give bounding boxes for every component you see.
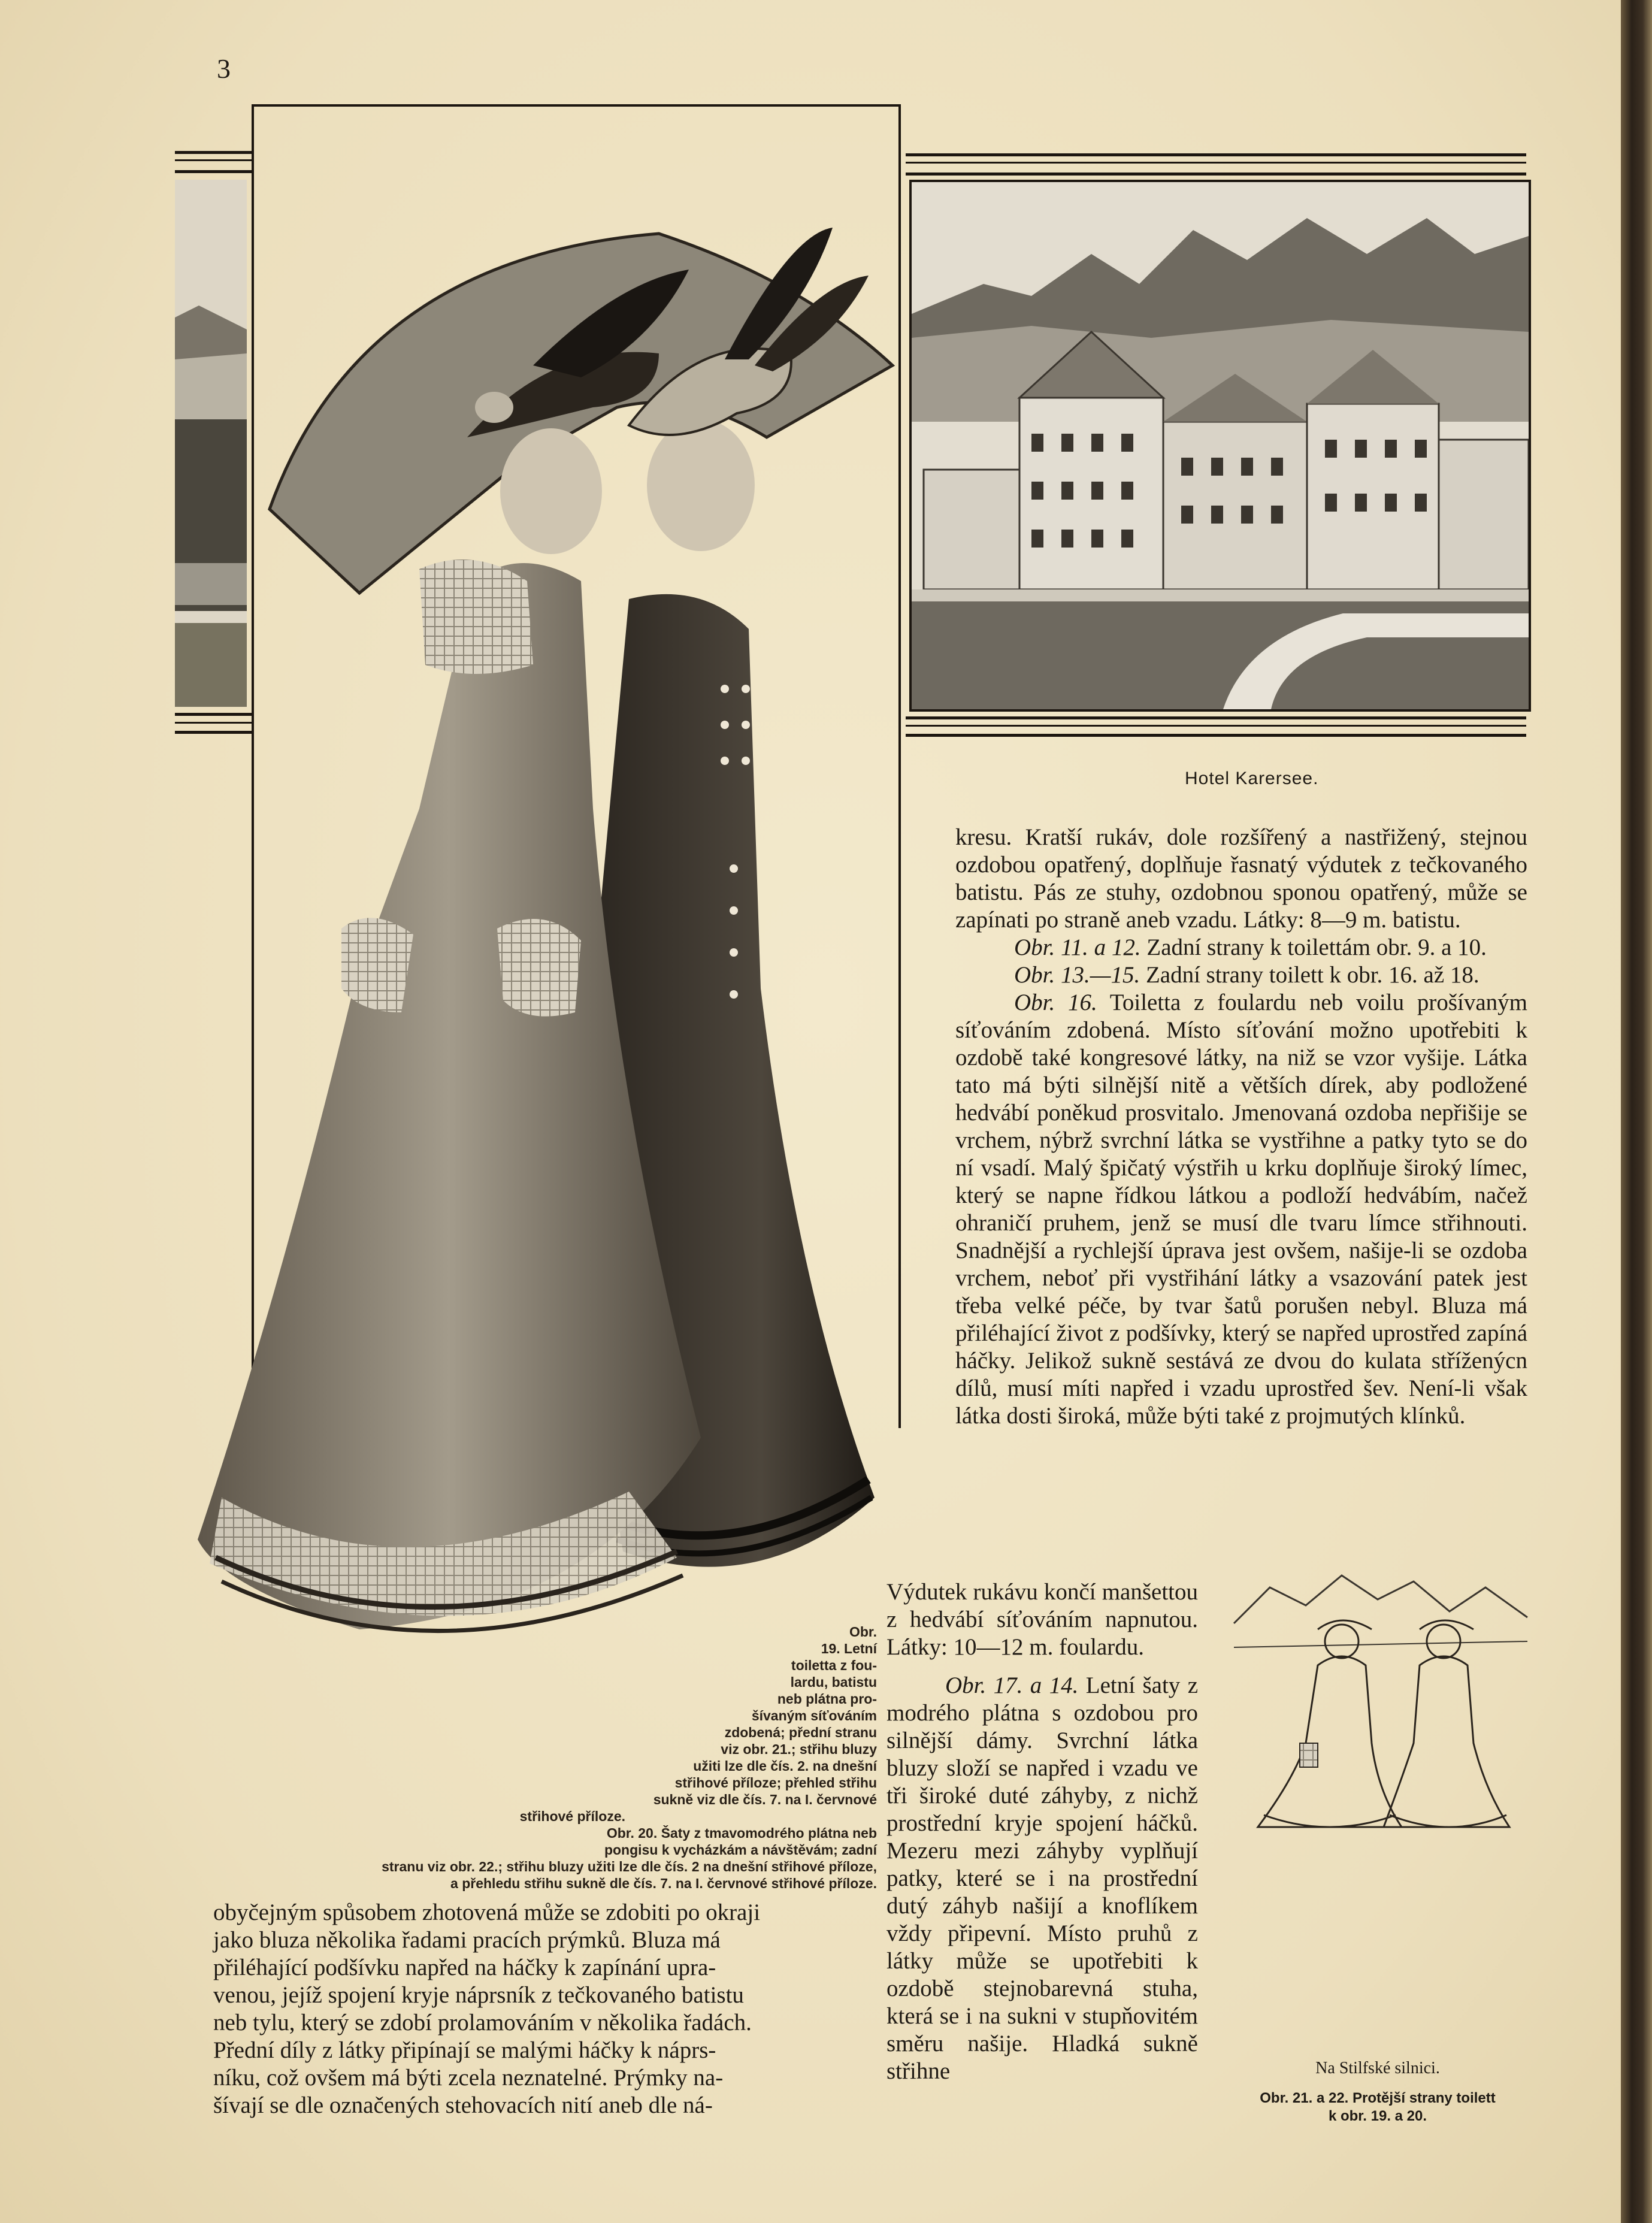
page-number: 3 — [217, 53, 231, 84]
narrow-column-text — [886, 1578, 1198, 2085]
top-rule-left-1 — [175, 151, 252, 154]
fashion-illustration — [162, 210, 940, 1827]
caption-line: pongisu k vycházkám a návštěvám; zadní — [604, 1842, 877, 1858]
right-column-text — [955, 824, 1527, 1430]
caption-line: Obr. — [849, 1624, 877, 1640]
top-rule-left-2 — [175, 159, 252, 161]
caption-line: k obr. 19. a 20. — [1328, 2108, 1427, 2124]
figure-caption-block — [204, 1623, 877, 1892]
bottom-rule-right-1 — [906, 716, 1526, 719]
caption-line: Obr. 20. Šaty z tmavomodrého plátna neb — [606, 1825, 877, 1841]
caption-line: 19. Letní — [821, 1641, 877, 1656]
text-line: níku, což ovšem má býti zcela neznatelné. Prýmky na- — [213, 2065, 724, 2091]
caption-line: a přehledu střihu sukně dle čís. 7. na I. červnové střihové příloze. — [450, 1876, 877, 1891]
sketch-figure-caption — [1216, 2089, 1539, 2125]
caption-line: zdobená; přední stranu — [724, 1725, 877, 1740]
paragraph — [955, 989, 1527, 1430]
top-rule-left-3 — [175, 170, 252, 173]
figure-reference: Obr. 13.—15. — [1014, 962, 1140, 988]
text-line: přiléhající podšívku napřed na háčky k zapínání upra- — [213, 1955, 716, 1980]
sketch-caption: Na Stilfské silnici. — [1315, 2059, 1440, 2077]
text-line: šívají se dle označených stehovacích nití aneb dle ná- — [213, 2092, 713, 2118]
paragraph-text: Toiletta z foulardu neb voilu prošívaným síťováním zdobená. Místo síťování možno upotřebiti k ozdobě také kongresové látky, na niž se vzor vyšije. Látka tato má býti silnější nitě a větších dírek, aby podložené hedvábí poněkud prosvitalo. Jmenovaná ozdoba nepřišije se vrchem, nýbrž svrchní látka se vystřihne a patky tyto se do ní vsadí. Malý špičatý výstřih u krku doplňuje široký límec, který se napne řídkou látkou a podloží hedvábím, načež ohraničí pruhem, jenž se musí dle tvaru límce střihnouti. Snadnější a rychlejší úprava jest ovšem, našije-li se ozdoba vrchem, neboť při vystřihání látky a vsazování patek jest třeba velké péče, by tvar šatů porušen nebyl. Bluza má přiléhající život z podšívky, který se napřed uprostřed zapíná háčky. Jelikož sukně sestává ze dvou do kulata stříženýcn dílů, musí míti napřed i vzadu uprostřed šev. Není-li však látka dosti široká, může býti také z projmutých klínků. — [955, 990, 1527, 1429]
paragraph: kresu. Kratší rukáv, dole rozšířený a nastřižený, stejnou ozdobou opatřený, doplňuje řasnatý výdutek z tečkovaného batistu. Pás ze stuhy, ozdobnou sponou opatřený, může se zapínati po straně aneb vzadu. Látky: 8—9 m. batistu. — [955, 824, 1527, 933]
caption-line: užiti lze dle čís. 2. na dnešní — [693, 1758, 877, 1774]
text-line: Přední díly z látky připínají se malými háčky k náprs- — [213, 2037, 716, 2063]
paragraph — [955, 961, 1527, 989]
text-line: neb tylu, který se zdobí prolamováním v několika řadách. — [213, 2010, 752, 2036]
caption-line — [204, 1808, 877, 1825]
caption-line: střihové příloze; přehled střihu — [674, 1775, 877, 1791]
caption-line: Obr. 21. a 22. Protější strany toilett — [1260, 2090, 1496, 2106]
caption-line: stranu viz obr. 22.; střihu bluzy užiti lze dle čís. 2 na dnešní střihové příloze, — [382, 1859, 877, 1874]
sketch-illustration — [1222, 1563, 1533, 1839]
caption-line: viz obr. 21.; střihu bluzy — [721, 1741, 877, 1757]
caption-line: lardu, batistu — [790, 1674, 877, 1690]
hotel-caption: Hotel Karersee. — [1185, 769, 1319, 788]
text-line: jako bluza několika řadami pracích prýmků. Bluza má — [213, 1927, 721, 1953]
figure-reference: Obr. 17. a 14. — [945, 1672, 1079, 1698]
caption-line: sukně viz dle čís. 7. na I. červnové — [653, 1792, 877, 1807]
top-rule-right-1 — [906, 153, 1526, 156]
caption-line: neb plátna pro- — [777, 1691, 877, 1707]
paragraph: Výdutek rukávu končí manšettou z hedvábí síťováním napnutou. Látky: 10—12 m. foulardu. — [886, 1579, 1198, 1660]
top-rule-right-3 — [906, 173, 1526, 176]
paragraph — [886, 1672, 1198, 2085]
bottom-rule-right-3 — [906, 734, 1526, 737]
caption-line: šívaným síťováním — [751, 1708, 877, 1723]
text-line: obyčejným spůsobem zhotovená může se zdobiti po okraji — [213, 1900, 761, 1925]
text-line: venou, jejíž spojení kryje náprsník z tečkovaného batistu — [213, 1982, 744, 2008]
figure-reference: Obr. 11. a 12. — [1014, 934, 1141, 960]
caption-text: střihové příloze. — [519, 1808, 625, 1824]
figure-reference: Obr. 16. — [1014, 990, 1097, 1015]
paragraph-text: Letní šaty z modrého plátna s ozdobou pro silnější dámy. Svrchní látka bluzy složí se napřed i vzadu ve tři široké duté záhyby, z nichž prostřední kryje spojení háčků. Mezeru mezi záhyby vyplňují patky, které se i na prostřední dutý záhyb našijí a knoflíkem vždy připevní. Místo pruhů z látky může se upotřebiti k ozdobě stejnobarevná stuha, která se i na sukni v stupňovitém směru našije. Hladká sukně střihne — [886, 1672, 1198, 2084]
book-spine — [1621, 0, 1652, 2223]
paragraph — [955, 934, 1527, 961]
hotel-photo — [909, 180, 1531, 712]
caption-line: toiletta z fou- — [791, 1658, 877, 1673]
top-rule-right-2 — [906, 162, 1526, 164]
left-column-text — [213, 1899, 854, 2119]
paragraph-text: Zadní strany toilett k obr. 16. až 18. — [1140, 962, 1479, 988]
paragraph-text: Zadní strany k toilettám obr. 9. a 10. — [1140, 934, 1487, 960]
bottom-rule-right-2 — [906, 725, 1526, 727]
